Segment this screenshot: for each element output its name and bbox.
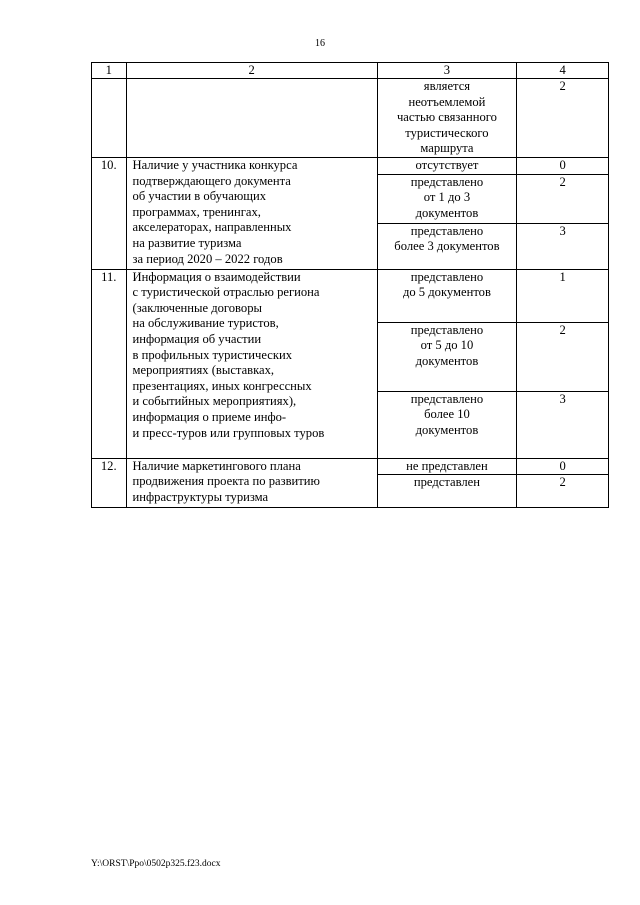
score-cell: 0 <box>517 458 609 475</box>
row-number-cell: 11. <box>92 269 127 458</box>
option-cell: представлено от 1 до 3 документов <box>377 174 517 223</box>
option-cell: не представлен <box>377 458 517 475</box>
row-number-cell: 10. <box>92 158 127 270</box>
criteria-table <box>91 62 609 508</box>
page-number: 16 <box>315 38 325 49</box>
column-header-3: 3 <box>377 63 517 79</box>
file-path-footer: Y:\ORST\Ppo\0502p325.f23.docx <box>91 859 221 869</box>
option-cell: отсутствует <box>377 158 517 175</box>
table-row-12 <box>92 458 609 475</box>
column-header-4: 4 <box>517 63 609 79</box>
option-cell: представлено более 10 документов <box>377 391 517 458</box>
option-cell: представлено более 3 документов <box>377 223 517 269</box>
score-cell: 3 <box>517 391 609 458</box>
option-cell: представлен <box>377 475 517 508</box>
row-number-cell <box>92 79 127 158</box>
column-header-2: 2 <box>126 63 377 79</box>
score-cell: 0 <box>517 158 609 175</box>
row-number-cell: 12. <box>92 458 127 508</box>
score-cell: 2 <box>517 79 609 158</box>
score-cell: 3 <box>517 223 609 269</box>
score-cell: 2 <box>517 322 609 391</box>
table-row-11 <box>92 269 609 322</box>
option-cell: представлено до 5 документов <box>377 269 517 322</box>
column-header-1: 1 <box>92 63 127 79</box>
table-row-continuation <box>92 79 609 158</box>
option-cell: является неотъемлемой частью связанного туристического маршрута <box>377 79 517 158</box>
option-cell: представлено от 5 до 10 документов <box>377 322 517 391</box>
criterion-cell: Наличие маркетингового плана продвижения проекта по развитию инфраструктуры туризма <box>126 458 377 508</box>
score-cell: 2 <box>517 174 609 223</box>
score-cell: 2 <box>517 475 609 508</box>
table-header-row <box>92 63 609 79</box>
criterion-cell: Информация о взаимодействии с туристической отраслью региона (заключенные договоры на обслуживание туристов, информация об участии в профильных туристических мероприятиях (выставках, презентациях, иных конгрессных и событийных мероприятиях), информация о приеме инфо- и пресс-туров или групповых туров <box>126 269 377 458</box>
criterion-cell: Наличие у участника конкурса подтверждающего документа об участии в обучающих программах, тренингах, акселераторах, направленных на развитие туризма за период 2020 – 2022 годов <box>126 158 377 270</box>
table-row-10 <box>92 158 609 175</box>
criterion-cell <box>126 79 377 158</box>
score-cell: 1 <box>517 269 609 322</box>
